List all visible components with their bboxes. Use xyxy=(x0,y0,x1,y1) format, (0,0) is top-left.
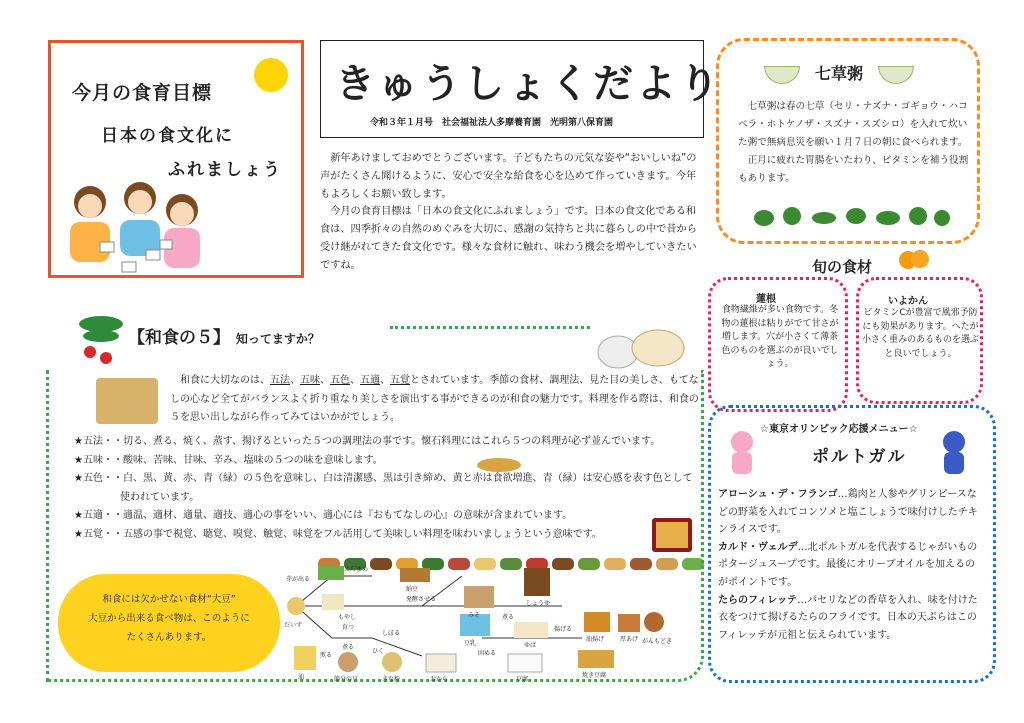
dish-desc: …北ポルトガルを代表するじゃがいものポタージュスープです。最後にオリーブオイルを加えるのがポイントです。 xyxy=(718,541,978,588)
washoku-title-main: 【和食の５】 xyxy=(128,328,230,348)
nanakusa-text xyxy=(738,98,970,188)
seasonal-title: 旬の食材 xyxy=(812,258,873,276)
mascot-icon xyxy=(934,428,974,478)
menu-item xyxy=(718,592,980,645)
olympic-menu-header: ☆東京オリンピック応援メニュー☆ xyxy=(760,424,918,435)
list-item: ★五覚・・五感の事で視覚、聴覚、嗅覚、触覚、味覚をフル活用して美味しい料理を味わいましょうという意味です。 xyxy=(74,528,602,540)
term-gohou: 五法 xyxy=(270,375,290,386)
iyokan-name: いよかん xyxy=(888,296,928,307)
list-item: ★五味・・酸味、苦味、甘味、辛み、塩味の５つの味を意味します。 xyxy=(74,454,383,466)
washoku-list xyxy=(74,433,694,544)
fish-illustration xyxy=(474,452,524,478)
goal-line-1: 日本の食文化に xyxy=(101,126,234,146)
intro-paragraph-1: 新年あけましておめでとうございます。子どもたちの元気な姿や“おいしいね”の声がたくさん聞けるように、安心で安全な給食を心を込めて作っていきます。今年もよろしくお願い致します。 xyxy=(320,153,697,200)
menu-item xyxy=(718,539,980,592)
dish-name: アローシュ・デ・フランゴ xyxy=(718,489,838,500)
iyokan-text: ビタミンCが豊富で風邪予防にも効果があります。へたが小さく重みのあるものを選ぶと良いでしょう。 xyxy=(862,308,980,359)
list-item: ★五色・・白、黒、黄、赤、青（緑）の５色を意味し、白は清潔感、黒は引き締め、黄と赤は食欲増進、青（緑）は安心感を表す色として使われています。 xyxy=(74,473,693,503)
washoku-intro: 和食に大切なのは、五法、五味、五色、五適、五覚とされています。季節の食材、調理法、見た目の美しさ、もてなしの心など全てがバランスよく折り重なり美しさを演出する事ができるのが和食の魅力です。料理を作る際は、和食の５を思い出しながら作ってみてはいかがでしょう。 xyxy=(170,375,699,423)
renkon-name: 蓮根 xyxy=(756,294,776,305)
soybean-callout-text: 和食には欠かせない食材“大豆” 大豆から出来る食べ物は、このように たくさんあります。 xyxy=(88,594,250,643)
washoku-title-sub: 知ってますか？ xyxy=(235,332,320,346)
term-goshiki: 五色 xyxy=(330,375,350,386)
renkon-text: 食物繊維が多い食物です。冬物の蓮根は粘りがでて甘さが増します。穴が小さくて薄茶色のものを選ぶのが良いでしょう。 xyxy=(721,305,839,370)
dish-name: たらのフィレッテ xyxy=(718,594,798,606)
pine-icon xyxy=(76,306,126,370)
intro-text xyxy=(320,150,704,275)
term-goteki: 五適 xyxy=(360,375,380,386)
newsletter-subtitle: 令和３年１月号 社会福祉法人多摩養育園 光明第八保育園 xyxy=(370,118,614,128)
nanakusa-paragraph-1: 七草粥は春の七草（セリ・ナズナ・ゴギョウ・ハコベラ・ホトケノザ・スズナ・スズシロ）を入れて炊いた粥で無病息災を願い１月７日の朝に食べられます。 xyxy=(738,101,968,148)
orange-icon xyxy=(898,248,930,270)
list-item: ★五適・・適温、適材、適量、適技、適心の事をいい、適心には『おもてなしの心』の意味が含まれています。 xyxy=(74,510,573,521)
dish-illustration xyxy=(596,318,688,372)
menu-item xyxy=(718,486,980,539)
dish-desc: …パセリなどの香草を入れ、味を付けた衣をつけて揚げるたらのフライです。日本の天ぷらはこのフィレッテが元祖と伝えられています。 xyxy=(718,594,978,641)
nanakusa-paragraph-2: 正月に疲れた胃腸をいたわり、ビタミンを補う役割もあります。 xyxy=(738,155,969,184)
dish-name: カルド・ヴェルデ xyxy=(718,541,798,553)
food-illustration-strip xyxy=(318,276,698,300)
goal-line-2: ふれましょう xyxy=(168,160,282,180)
nanakusa-title: 七草粥 xyxy=(815,64,864,83)
osechi-box-icon xyxy=(650,510,694,554)
newsletter-title: きゅうしょくだより xyxy=(335,61,722,107)
olympic-menu-list xyxy=(718,486,980,644)
country-name: ポルトガル xyxy=(812,447,907,467)
intro-paragraph-2: 今月の食育目標は「日本の食文化にふれましょう」です。日本の食文化である和食は、四季折々の自然のめぐみを大切に、感謝の気持ちと共に暮らしの中で昔から受け継がれてきた食文化です。様々な食材に触れ、味わう機会を増やしていきたいですね。 xyxy=(320,206,697,271)
washoku-title xyxy=(128,323,320,348)
goal-title: 今月の食育目標 xyxy=(72,82,213,104)
divider xyxy=(390,326,590,329)
soybean-diagram-labels: 芽が出る だいず えだまめ もやし 育つ 納豆 発酵させる しょうゆ しぼる 煮る みそ 豆乳 煮る ゆば 揚げる 油揚げ 厚あげ がんもどき ひく 煎る 固める 焼き豆腐 油 節分の豆 きな粉 おから 豆腐 xyxy=(284,566,673,683)
term-gokaku: 五覚 xyxy=(390,375,410,386)
term-gomi: 五味 xyxy=(300,375,320,386)
tempura-photo xyxy=(96,378,158,424)
list-item: ★五法・・切る、煮る、焼く、蒸す、揚げるといった５つの調理法の事です。懐石料理にはこれら５つの料理が必ず並んでいます。 xyxy=(74,436,661,447)
sun-icon xyxy=(254,58,288,92)
mascot-icon xyxy=(722,428,762,478)
children-illustration xyxy=(60,180,210,276)
herbs-illustration xyxy=(752,204,952,232)
dish-desc: …鶏肉と人参やグリンピースなどの野菜を入れてコンソメと塩こしょうで味付けしたチキンライスです。 xyxy=(718,489,978,536)
